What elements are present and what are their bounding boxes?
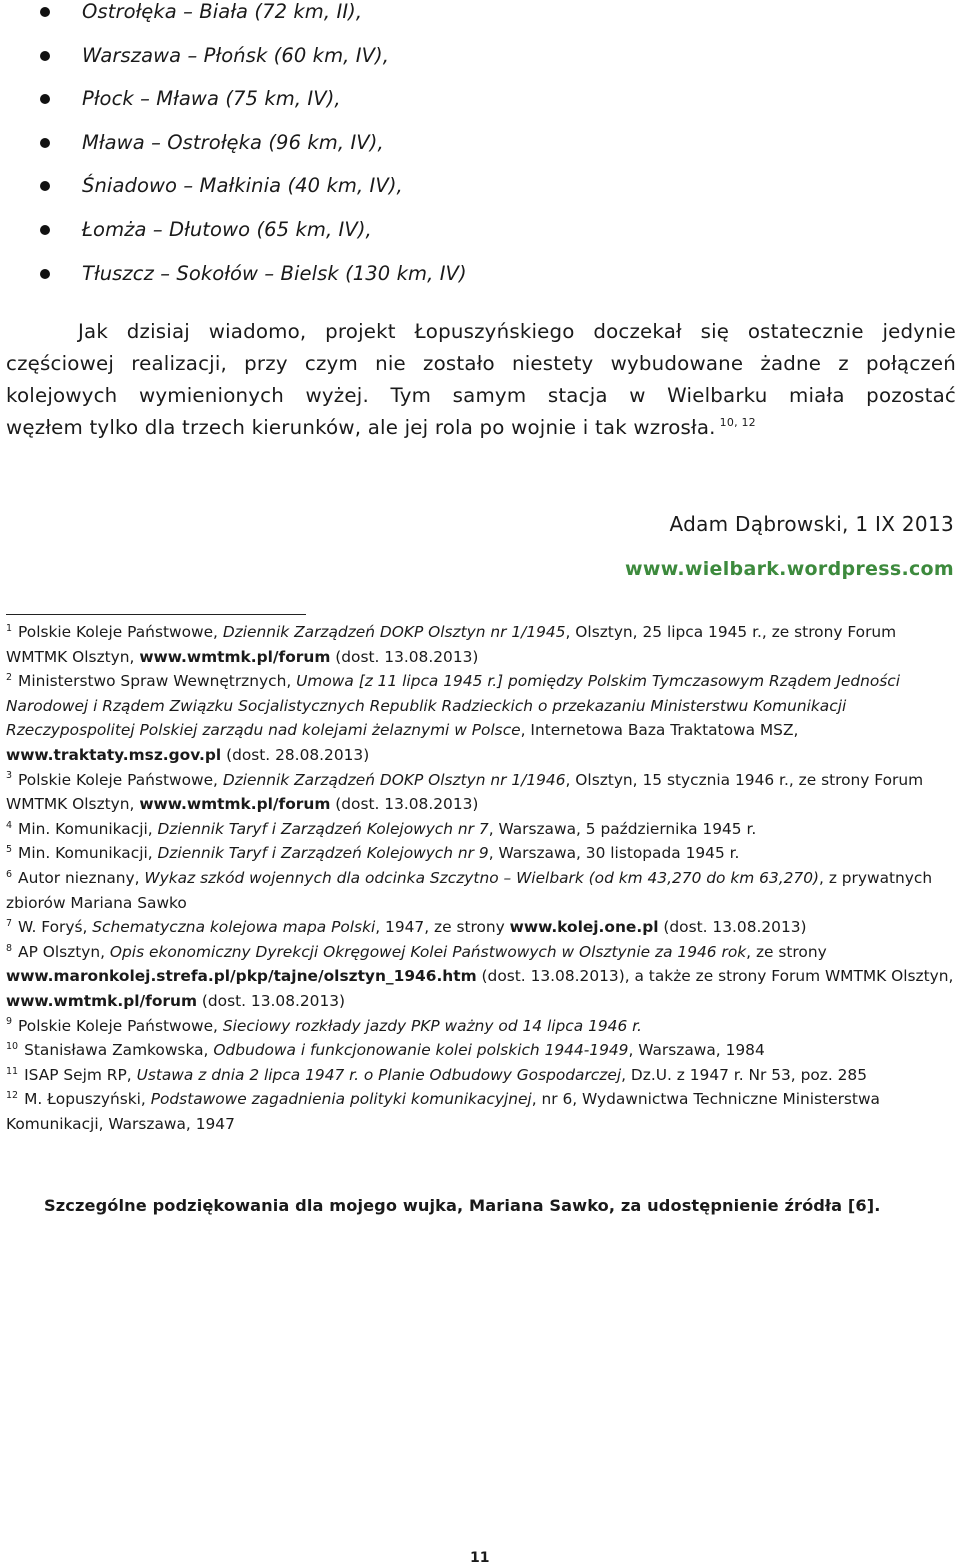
footnote-4: $^4$ Min. Komunikacji, Dziennik Taryf i Zarządzeń Kolejowych nr 7, Warszawa, 5 października 1945 r. bbox=[6, 819, 757, 838]
route-list bbox=[0, 0, 467, 305]
list-item-text: Mława – Ostrołęka (96 km, IV), bbox=[82, 130, 384, 154]
acknowledgement: Szczególne podziękowania dla mojego wujka, Mariana Sawko, za udostępnienie źródła [6]. bbox=[44, 1196, 881, 1215]
list-item bbox=[0, 0, 467, 44]
list-item bbox=[0, 44, 467, 88]
footnote-8: $^8$ AP Olsztyn, Opis ekonomiczny Dyrekcji Okręgowej Kolei Państwowych w Olsztynie za 1946 rok, ze strony www.maronkolej.strefa.pl/pkp/tajne/olsztyn_1946.htm (dost. 13.08.2013), a także ze strony Forum WMTMK Olsztyn, www.wmtmk.pl/forum (dost. 13.08.2013) bbox=[6, 942, 954, 1010]
author-signature: Adam Dąbrowski, 1 IX 2013 bbox=[669, 512, 954, 536]
list-item-text: Ostrołęka – Biała (72 km, II), bbox=[82, 0, 363, 23]
list-item-text: Śniadowo – Małkinia (40 km, IV), bbox=[82, 174, 403, 198]
footnote-11: $^{11}$ ISAP Sejm RP, Ustawa z dnia 2 lipca 1947 r. o Planie Odbudowy Gospodarczej, Dz.U. z 1947 r. Nr 53, poz. 285 bbox=[6, 1065, 868, 1084]
body-paragraph bbox=[6, 316, 956, 444]
footnote-link[interactable]: www.wmtmk.pl/forum bbox=[139, 795, 331, 814]
site-link[interactable]: www.wielbark.wordpress.com bbox=[625, 558, 954, 580]
footnote-link[interactable]: www.traktaty.msz.gov.pl bbox=[6, 745, 222, 764]
paragraph-line: kolejowych wymienionych wyżej. Tym samym stacja w Wielbarku miała pozostać bbox=[6, 384, 956, 407]
footnote-1: $^1$ Polskie Koleje Państwowe, Dziennik Zarządzeń DOKP Olsztyn nr 1/1945, Olsztyn, 25 lipca 1945 r., ze strony Forum WMTMK Olsztyn, www.wmtmk.pl/forum (dost. 13.08.2013) bbox=[6, 622, 897, 666]
footnote-7: $^7$ W. Foryś, Schematyczna kolejowa mapa Polski, 1947, ze strony www.kolej.one.pl (dost. 13.08.2013) bbox=[6, 918, 807, 937]
bullet-icon bbox=[40, 181, 50, 191]
footnote-refs[interactable]: 10, 12 bbox=[719, 416, 756, 430]
bullet-icon bbox=[40, 94, 50, 104]
bullet-icon bbox=[40, 225, 50, 235]
list-item bbox=[0, 87, 467, 131]
footnote-2: $^2$ Ministerstwo Spraw Wewnętrznych, Umowa [z 11 lipca 1945 r.] pomiędzy Polskim Tymczasowym Rządem Jedności Narodowej i Rządem Związku Socjalistycznych Republik Radzieckich o przekazaniu Ministerstwu Komunikacji Rzeczypospolitej Polskiej zarządu nad kolejami żelaznymi w Polsce, Internetowa Baza Traktatowa MSZ, www.traktaty.msz.gov.pl (dost. 28.08.2013) bbox=[6, 672, 901, 764]
footnotes bbox=[6, 620, 954, 1136]
footnote-5: $^5$ Min. Komunikacji, Dziennik Taryf i Zarządzeń Kolejowych nr 9, Warszawa, 30 listopada 1945 r. bbox=[6, 844, 740, 863]
paragraph-line-text: węzłem tylko dla trzech kierunków, ale jej rola po wojnie i tak wzrosła. bbox=[6, 416, 716, 439]
list-item-text: Płock – Mława (75 km, IV), bbox=[82, 87, 341, 111]
page-number: 11 bbox=[470, 1550, 490, 1566]
bullet-icon bbox=[40, 138, 50, 148]
footnote-6: $^6$ Autor nieznany, Wykaz szkód wojennych dla odcinka Szczytno – Wielbark (od km 43,270 do km 63,270), z prywatnych zbiorów Mariana Sawko bbox=[6, 868, 933, 912]
list-item-text: Tłuszcz – Sokołów – Bielsk (130 km, IV) bbox=[82, 261, 467, 285]
list-item-text: Warszawa – Płońsk (60 km, IV), bbox=[82, 43, 390, 67]
footnote-10: $^{10}$ Stanisława Zamkowska, Odbudowa i funkcjonowanie kolei polskich 1944-1949, Warszawa, 1984 bbox=[6, 1040, 765, 1060]
list-item bbox=[0, 218, 467, 262]
paragraph-line: częściowej realizacji, przy czym nie zostało niestety wybudowane żadne z połączeń bbox=[6, 352, 956, 375]
footnote-3: $^3$ Polskie Koleje Państwowe, Dziennik Zarządzeń DOKP Olsztyn nr 1/1946, Olsztyn, 15 stycznia 1946 r., ze strony Forum WMTMK Olsztyn, www.wmtmk.pl/forum (dost. 13.08.2013) bbox=[6, 770, 924, 814]
footnote-link[interactable]: www.maronkolej.strefa.pl/pkp/tajne/olsztyn_1946.htm bbox=[6, 967, 477, 986]
list-item-text: Łomża – Dłutowo (65 km, IV), bbox=[82, 217, 372, 241]
list-item bbox=[0, 131, 467, 175]
footnote-link[interactable]: www.wmtmk.pl/forum bbox=[6, 991, 198, 1010]
bullet-icon bbox=[40, 7, 50, 17]
list-item bbox=[0, 262, 467, 306]
footnote-link[interactable]: www.kolej.one.pl bbox=[509, 918, 659, 937]
bullet-icon bbox=[40, 51, 50, 61]
footnote-12: $^{12}$ M. Łopuszyński, Podstawowe zagadnienia polityki komunikacyjnej, nr 6, Wydawnictwa Techniczne Ministerstwa Komunikacji, Warszawa, 1947 bbox=[6, 1090, 880, 1133]
footnote-9: $^9$ Polskie Koleje Państwowe, Sieciowy rozkłady jazdy PKP ważny od 14 lipca 1946 r. bbox=[6, 1016, 642, 1035]
paragraph-line: Jak dzisiaj wiadomo, projekt Łopuszyńskiego doczekał się ostatecznie jedynie bbox=[78, 320, 956, 343]
paragraph-line bbox=[6, 412, 956, 444]
footnote-link[interactable]: www.wmtmk.pl/forum bbox=[139, 647, 331, 666]
list-item bbox=[0, 174, 467, 218]
bullet-icon bbox=[40, 269, 50, 279]
footnote-divider bbox=[6, 614, 306, 615]
